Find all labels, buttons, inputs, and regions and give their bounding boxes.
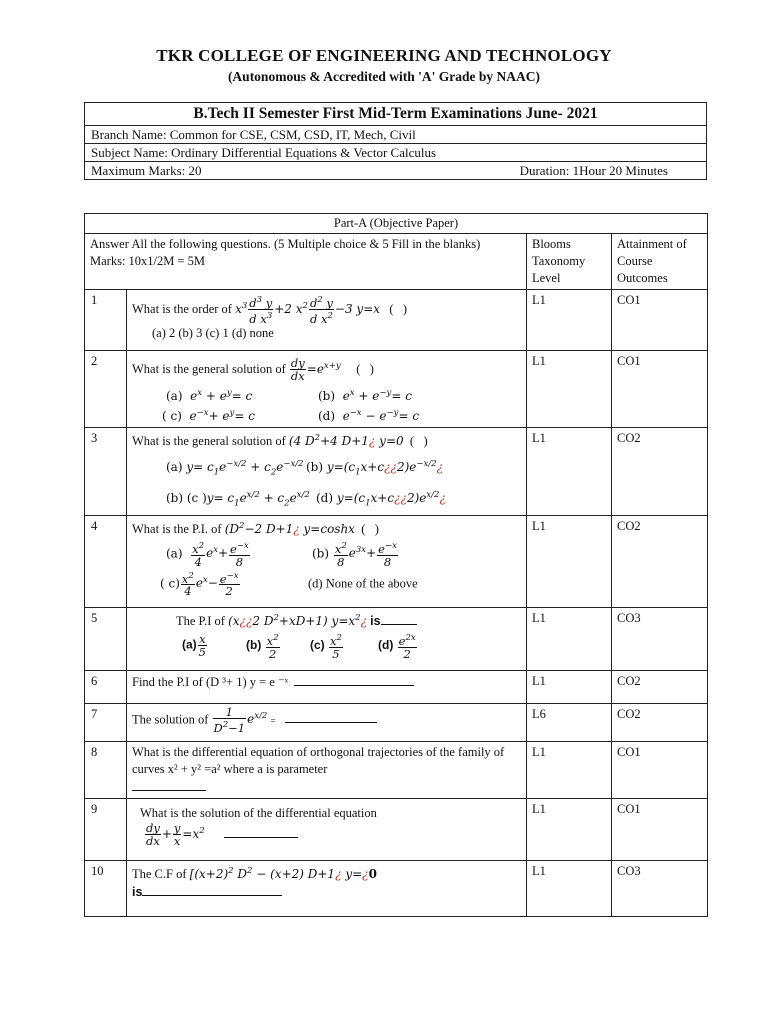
question-row [85,741,708,798]
question-number: 10 [85,860,127,916]
question-number: 1 [85,290,127,351]
question-row [85,351,708,428]
question-stem: The P.I of [176,613,225,628]
question-number: 7 [85,703,127,741]
question-suffix: is [132,884,143,899]
question-text: What is the general solution of $\frac{dy}{dx}$ $=e^{x+y}$ ( ) (a) $e^x + e^y= c$ (b) $e^x + e^{-y}= c$ ( c) $e^{-x}+ e^y= c$ (d) $e^{-x} - e^{-y}= c$ [127,351,527,428]
question-stem: What is the solution of the differential equation [140,805,377,820]
question-text: What is the order of $x^3$ $\frac{d^3 y}{d x^3}$ +2 $x^2$ $\frac{d^2 y}{d x^2}$ −3 y=x ( ) (a) 2 (b) 3 (c) 1 (d) none [127,290,527,351]
blooms-level: L1 [527,798,612,860]
question-number: 8 [85,741,127,798]
blooms-level: L1 [527,741,612,798]
question-row [85,703,708,741]
question-stem: What is the general solution of [132,434,286,448]
exam-info-table [84,102,707,180]
blooms-level: L1 [527,290,612,351]
equation: $x^3$ $\frac{d^3 y}{d x^3}$ +2 $x^2$ $\frac{d^2 y}{d x^2}$ −3 y=x [235,295,381,326]
blooms-level: L1 [527,428,612,516]
blooms-level: L1 [527,351,612,428]
branch-name: Branch Name: Common for CSE, CSM, CSD, IT, Mech, Civil [85,126,707,144]
course-outcome: CO2 [612,515,708,607]
exam-title: B.Tech II Semester First Mid-Term Examinations June- 2021 [85,103,707,126]
course-outcome: CO1 [612,741,708,798]
question-text: What is the solution of the differential equation $\frac{dy}{dx}$ + $\frac{y}{x}$ $=x^2$ [127,798,527,860]
question-stem: What is the order of [132,301,232,316]
part-a-table [84,213,708,917]
question-stem: What is the general solution of [132,362,286,376]
question-number: 6 [85,670,127,703]
question-row [85,860,708,916]
question-number: 9 [85,798,127,860]
option-d: (d) None of the above [308,576,418,591]
course-outcome: CO1 [612,290,708,351]
question-row [85,798,708,860]
course-outcome: CO1 [612,798,708,860]
question-stem: Find the P.I of (D ³+ 1) y = e ⁻ˣ [132,674,289,689]
course-outcome: CO2 [612,703,708,741]
question-text: The solution of $\frac{1}{D^2-1}$ $e^{x/2}$ = [127,703,527,741]
instructions-cell [85,234,527,290]
course-outcome: CO3 [612,607,708,670]
duration: Duration: 1Hour 20 Minutes [519,163,668,178]
question-options: (a) 2 (b) 3 (c) 1 (d) none [152,325,274,340]
question-number: 5 [85,607,127,670]
question-text: The C.F of [$(x+2)^2$ $D^2 - (x+2)$ D+1¿ y=¿0 is [127,860,527,916]
question-number: 4 [85,515,127,607]
accreditation: (Autonomous & Accredited with 'A' Grade by NAAC) [227,69,541,84]
course-outcome: CO1 [612,351,708,428]
blooms-level: L1 [527,515,612,607]
question-number: 2 [85,351,127,428]
question-number: 3 [85,428,127,516]
question-text [127,670,527,703]
question-row [85,515,708,607]
question-suffix: is [370,613,381,628]
blooms-level: L1 [527,607,612,670]
question-stem: The solution of [132,712,209,727]
question-row [85,290,708,351]
question-stem: What is the differential equation of orthogonal trajectories of the family of curves x² + y² =a² where a is parameter [132,744,505,776]
question-text: What is the general solution of (4 $D^2+4$ D+1¿ y=0 ( ) (a) $y= c_1e^{-x/2} + c_2e^{-x/2}$ (b) $y=(c_1x+c¿¿2)e^{-x/2}¿$ (b) (c )$y= c_1e^{x/2} + c_2e^{x/2}$ (d) $y=(c_1x+c¿¿2)e^{x/2}¿$ [127,428,527,516]
max-marks: Maximum Marks: 20 [91,163,202,178]
question-text: The P.I of (x¿¿2 $D^2+xD+1$) $y=x^2¿$ is (a) $\frac{x}{5}$ (b) $\frac{x^2}{2}$ (c) $\frac{x^2}{5}$ (d) $\frac{e^{2x}}{2}$ [127,607,527,670]
marks-duration-row [85,162,707,180]
question-row [85,607,708,670]
college-name: TKR COLLEGE OF ENGINEERING AND TECHNOLOGY [156,46,612,65]
part-a-title: Part-A (Objective Paper) [85,214,708,234]
course-outcome: CO3 [612,860,708,916]
course-outcome: CO2 [612,670,708,703]
blooms-level: L1 [527,860,612,916]
question-text [127,741,527,798]
attainment-header: Attainment of Course Outcomes [612,234,708,290]
instructions: Answer All the following questions. (5 Multiple choice & 5 Fill in the blanks) [90,237,481,251]
question-row [85,428,708,516]
question-row [85,670,708,703]
blooms-level: L6 [527,703,612,741]
question-text: What is the P.I. of ($D^2-2$ D+1¿ y=coshx ( ) (a) $\frac{x^2}{4}$ $e^x+$ $\frac{e^{-x}}{8}$ (b) $\frac{x^2}{8}$ $e^{3x}+$ $\frac{e^{-x}}{8}$ ( c) $\frac{x^2}{4}$ $e^x-$ $\frac{e^{-x}}{2}$ (d) None of the above [127,515,527,607]
question-stem: The C.F of [132,866,187,881]
blooms-header: Blooms Taxonomy Level [527,234,612,290]
marks-scheme: Marks: 10x1/2M = 5M [90,254,206,268]
course-outcome: CO2 [612,428,708,516]
blooms-level: L1 [527,670,612,703]
question-stem: What is the P.I. of [132,521,222,536]
subject-name: Subject Name: Ordinary Differential Equations & Vector Calculus [85,144,707,162]
